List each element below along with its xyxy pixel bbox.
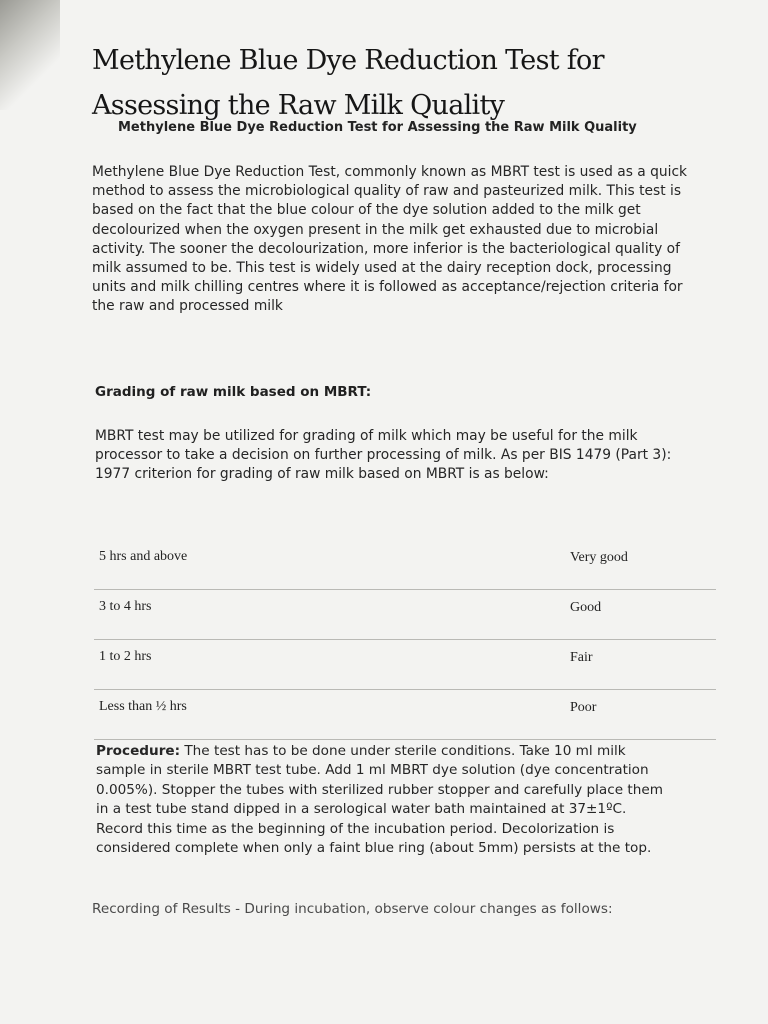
grading-heading: Grading of raw milk based on MBRT: (95, 384, 372, 400)
grading-row (94, 641, 716, 691)
grading-condition: 5 hrs and above (99, 549, 188, 564)
grading-condition: 3 to 4 hrs (99, 599, 152, 614)
procedure-paragraph (96, 742, 676, 858)
grading-grade: Good (570, 600, 602, 615)
intro-paragraph: Methylene Blue Dye Reduction Test, commonly known as MBRT test is used as a quick method to assess the microbiological quality of raw and pasteurized milk. This test is based on the fact that the blue colour of the dye solution added to the milk get decolourized when the oxygen present in the milk get exhausted due to microbial activity. The sooner the decolourization, more inferior is the bacteriological quality of milk assumed to be. This test is widely used at the dairy reception dock, processing units and milk chilling centres where it is followed as acceptance/rejection criteria for the raw and processed milk (92, 164, 688, 315)
row-divider (94, 689, 716, 690)
grading-intro-paragraph: MBRT test may be utilized for grading of milk which may be useful for the milk processor to take a decision on further processing of milk. As per BIS 1479 (Part 3): 1977 criterion for grading of raw milk based on MBRT is as below: (95, 428, 672, 483)
grading-condition: Less than ½ hrs (99, 699, 187, 714)
document-subtitle: Methylene Blue Dye Reduction Test for Assessing the Raw Milk Quality (118, 120, 637, 135)
results-text: Recording of Results - During incubation, observe colour changes as follows: (92, 901, 613, 917)
grading-grade: Poor (570, 700, 597, 715)
row-divider (94, 739, 716, 740)
document-title: Methylene Blue Dye Reduction Test for Assessing the Raw Milk Quality (92, 45, 604, 121)
grading-row (94, 691, 716, 741)
procedure-label: Procedure: (96, 743, 181, 759)
grading-grade: Very good (570, 550, 628, 565)
grading-condition: 1 to 2 hrs (99, 649, 152, 664)
grading-row (94, 591, 716, 641)
grading-table (94, 541, 716, 741)
row-divider (94, 589, 716, 590)
grading-row (94, 541, 716, 591)
row-divider (94, 639, 716, 640)
grading-grade: Fair (570, 650, 593, 665)
page-corner-shadow (0, 0, 60, 110)
procedure-text: The test has to be done under sterile conditions. Take 10 ml milk sample in sterile MBRT test tube. Add 1 ml MBRT dye solution (dye concentration 0.005%). Stopper the tubes with sterilized rubber stopper and carefully place them in a test tube stand dipped in a serological water bath maintained at 37±1ºC. Record this time as the beginning of the incubation period. Decolorization is considered complete when only a faint blue ring (about 5mm) persists at the top. (96, 743, 663, 857)
